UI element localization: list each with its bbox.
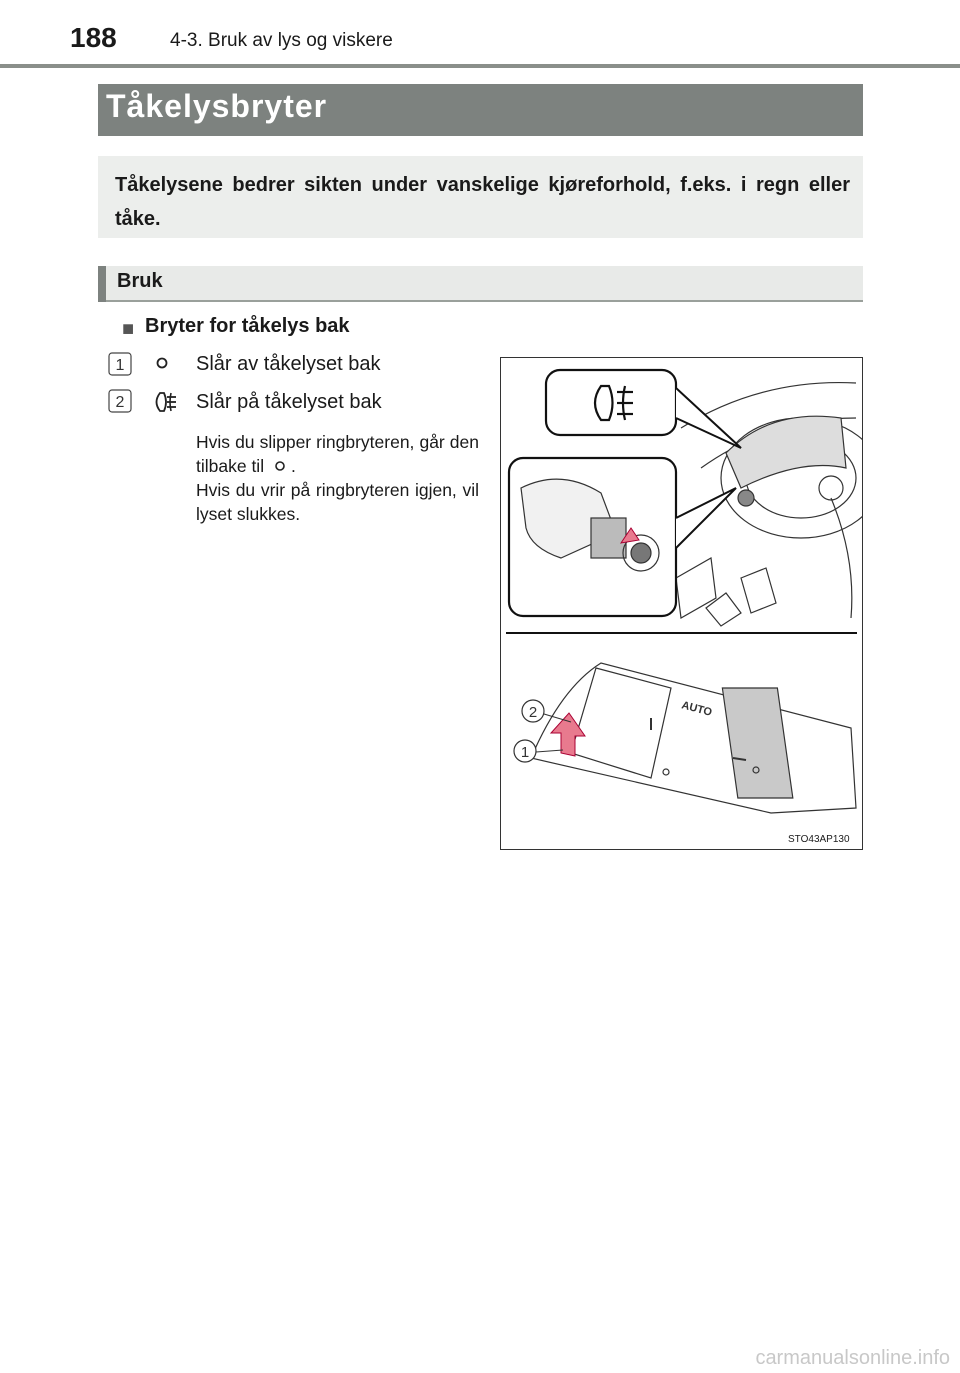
step-2-text: Slår på tåkelyset bak [196, 391, 382, 413]
step-1-text: Slår av tåkelyset bak [196, 353, 381, 375]
page-title: Tåkelysbryter [106, 88, 328, 124]
step-number-2-badge-icon [108, 389, 132, 413]
intro-text: Tåkelysene bedrer sikten under vanskelige kjøreforhold, f.eks. i regn eller tåke. [115, 174, 850, 230]
section-bar [98, 266, 863, 302]
note-line-2: Hvis du vrir på ringbryteren igjen, vil lyset slukkes. [196, 480, 479, 524]
svg-text:2: 2 [528, 704, 538, 721]
subsection-heading: Bryter for tåkelys bak [145, 315, 350, 337]
page-number: 188 [70, 22, 117, 53]
header-rule [0, 64, 960, 68]
section-accent [98, 266, 106, 302]
svg-text:AUTO: AUTO [680, 699, 714, 719]
note-text [196, 430, 479, 526]
fog-switch-illustration [500, 357, 863, 850]
note-line-1-end: . [290, 456, 296, 476]
section-heading: Bruk [117, 270, 163, 292]
step-number-2 [108, 389, 132, 418]
subsection-bullet: ■ [122, 318, 135, 340]
off-circle-icon [269, 459, 291, 473]
svg-text:2: 2 [115, 394, 125, 411]
step-number-1-badge-icon [108, 352, 132, 376]
svg-text:1: 1 [115, 357, 125, 374]
rear-fog-light-icon [150, 390, 180, 419]
off-circle-icon [155, 356, 169, 375]
fog-switch-drawing [501, 358, 862, 849]
step-number-1 [108, 352, 132, 381]
header-section-title: 4-3. Bruk av lys og viskere [170, 30, 393, 51]
note-line-1: Hvis du slipper ringbryteren, går den tilbake til [196, 432, 479, 476]
figure-caption: STO43AP130 [788, 834, 850, 845]
svg-text:1: 1 [520, 744, 530, 761]
watermark: carmanualsonline.info [755, 1347, 950, 1369]
